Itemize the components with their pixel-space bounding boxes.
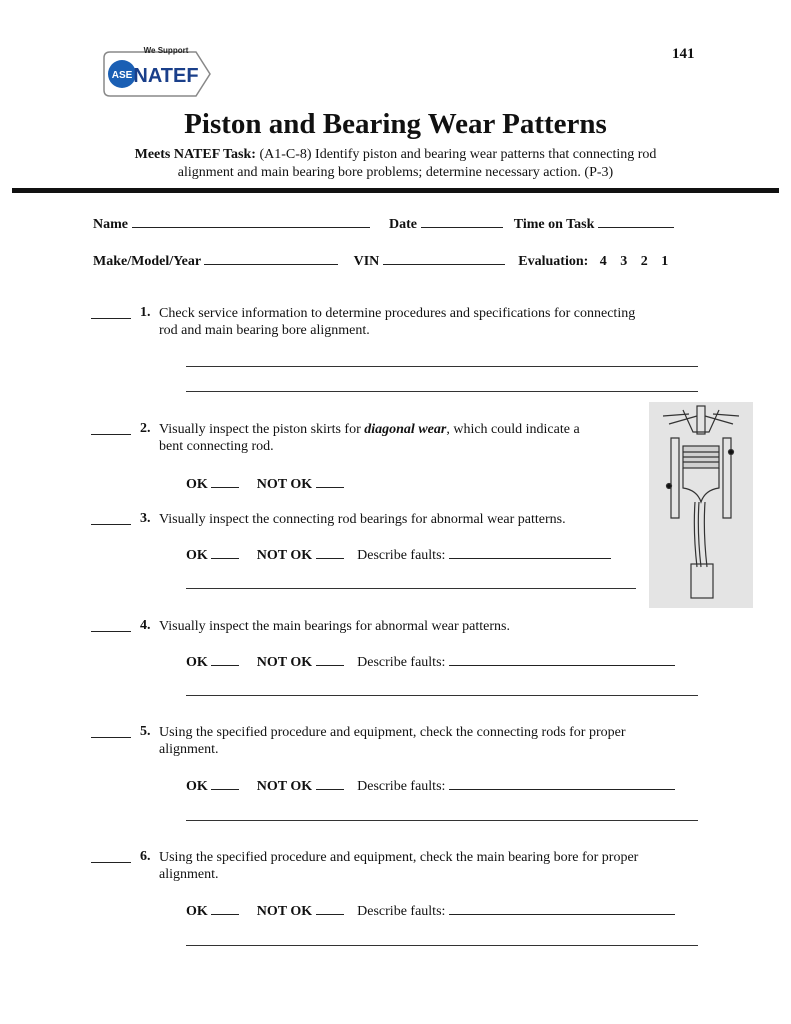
item-check-blank[interactable] [91,512,131,525]
date-label: Date [389,217,417,232]
notes-line[interactable] [186,945,698,946]
page-number: 141 [672,46,695,62]
make-model-year-field[interactable] [204,252,338,265]
evaluation-label: Evaluation: [518,254,589,269]
item-number: 6. [140,849,151,864]
name-row [93,215,674,233]
describe-faults-field[interactable] [449,902,675,915]
not-ok-blank[interactable] [316,653,344,666]
item-text: Using the specified procedure and equipment, check the main bearing bore for proper alignment. [159,850,639,882]
ok-row: OK NOT OK Describe faults: [186,546,611,564]
evaluation-score[interactable]: 2 [640,254,648,269]
svg-text:NATEF: NATEF [133,65,199,87]
vehicle-row [93,252,668,270]
svg-text:We Support: We Support [143,46,189,55]
item-number: 1. [140,305,151,320]
task-label: Meets NATEF Task: [134,147,256,162]
item-text: Visually inspect the piston skirts for diagonal wear, which could indicate a bent connecting rod. [159,422,580,454]
describe-faults-field[interactable] [449,546,611,559]
not-ok-blank[interactable] [316,475,344,488]
ok-blank[interactable] [211,546,239,559]
name-field[interactable] [132,215,370,228]
page-title: Piston and Bearing Wear Patterns [184,108,607,140]
item-check-blank[interactable] [91,725,131,738]
task-description [0,146,791,182]
describe-faults-field[interactable] [449,653,675,666]
time-on-task-field[interactable] [598,215,674,228]
date-field[interactable] [421,215,503,228]
time-on-task-label: Time on Task [513,217,595,232]
make-model-year-label: Make/Model/Year [93,254,201,269]
ok-row: OK NOT OK Describe faults: [186,902,675,920]
item-number: 4. [140,618,151,633]
ok-blank[interactable] [211,777,239,790]
not-ok-blank[interactable] [316,777,344,790]
task-text-2: alignment and main bearing bore problems; determine necessary action. (P-3) [177,165,614,180]
natef-logo [96,44,214,102]
item-text: Visually inspect the main bearings for abnormal wear patterns. [159,619,510,634]
notes-line[interactable] [186,391,698,392]
evaluation-score[interactable]: 1 [661,254,669,269]
ok-blank[interactable] [211,475,239,488]
piston-connecting-rod-illustration [649,402,753,608]
item-number: 3. [140,511,151,526]
notes-line[interactable] [186,695,698,696]
ok-row: OK NOT OK Describe faults: [186,777,675,795]
ok-row: OK NOT OK [186,475,344,493]
not-ok-blank[interactable] [316,546,344,559]
item-check-blank[interactable] [91,619,131,632]
notes-line[interactable] [186,820,698,821]
header-rule [12,188,779,193]
item-check-blank[interactable] [91,850,131,863]
describe-faults-field[interactable] [449,777,675,790]
svg-text:ASE: ASE [111,70,133,81]
notes-line[interactable] [186,588,636,589]
item-text: Using the specified procedure and equipment, check the connecting rods for proper alignment. [159,725,626,757]
ok-blank[interactable] [211,902,239,915]
name-label: Name [93,217,128,232]
vin-field[interactable] [383,252,505,265]
item-number: 2. [140,421,151,436]
evaluation-score[interactable]: 4 [599,254,607,269]
notes-line[interactable] [186,366,698,367]
item-text: Check service information to determine procedures and specifications for connecting rod and main bearing bore alignment. [159,306,636,338]
ok-row: OK NOT OK Describe faults: [186,653,675,671]
not-ok-blank[interactable] [316,902,344,915]
item-check-blank[interactable] [91,306,131,319]
evaluation-score[interactable]: 3 [620,254,628,269]
item-text: Visually inspect the connecting rod bearings for abnormal wear patterns. [159,512,566,527]
task-text-1: (A1-C-8) Identify piston and bearing wear patterns that connecting rod [259,147,657,162]
item-check-blank[interactable] [91,422,131,435]
vin-label: VIN [353,254,380,269]
item-number: 5. [140,724,151,739]
ok-blank[interactable] [211,653,239,666]
